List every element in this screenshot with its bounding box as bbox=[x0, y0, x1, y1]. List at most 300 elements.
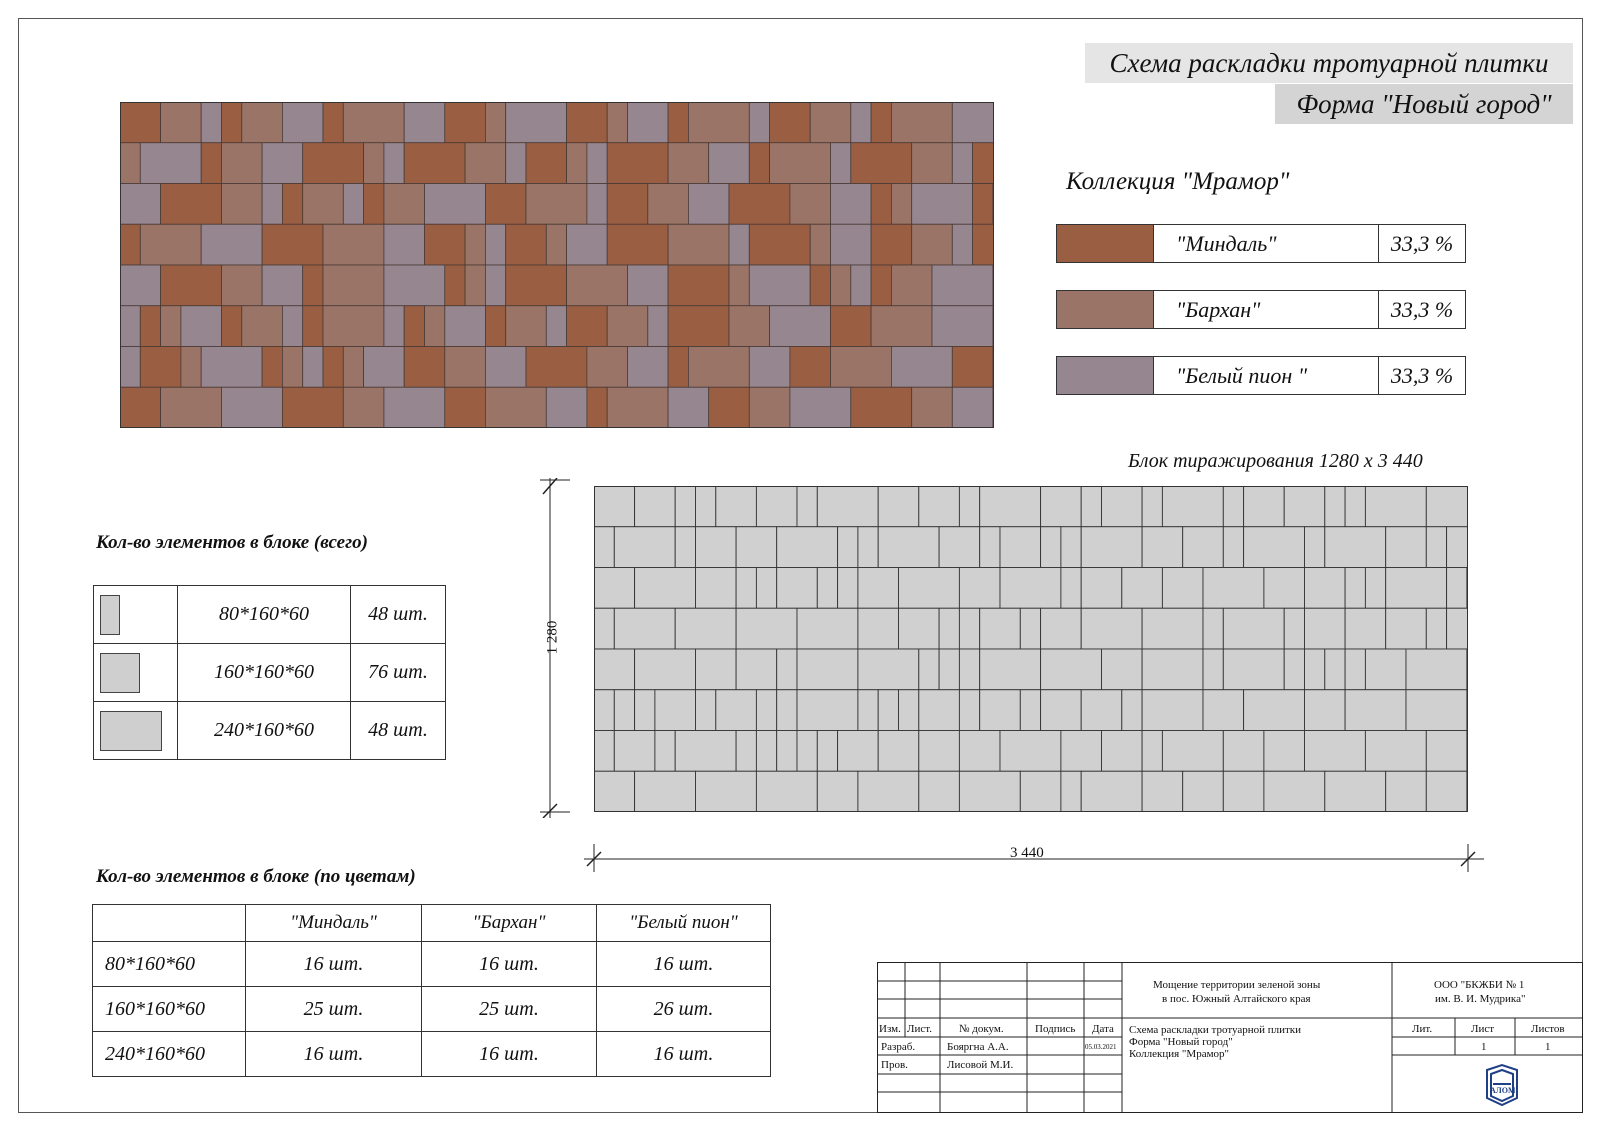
paving-tile bbox=[1162, 731, 1223, 772]
cell-value: 16 шт. bbox=[246, 1032, 422, 1077]
paving-tile bbox=[120, 306, 140, 347]
paving-tile bbox=[1061, 731, 1102, 772]
paving-tile bbox=[952, 387, 993, 428]
paving-tile bbox=[201, 347, 262, 388]
paving-tile bbox=[749, 347, 790, 388]
paving-tile bbox=[120, 143, 140, 184]
paving-tile bbox=[648, 184, 689, 225]
paving-tile bbox=[1284, 486, 1325, 527]
paving-tile bbox=[810, 265, 830, 306]
paving-tile bbox=[384, 143, 404, 184]
cell-value: 16 шт. bbox=[422, 1032, 597, 1077]
paving-tile bbox=[465, 143, 506, 184]
paving-tile bbox=[1061, 527, 1081, 568]
cell-value: 16 шт. bbox=[597, 1032, 771, 1077]
paving-tile bbox=[364, 184, 384, 225]
paving-tile bbox=[594, 690, 614, 731]
paving-tile bbox=[181, 347, 201, 388]
paving-tile bbox=[425, 224, 466, 265]
legend-row-belyj-pion bbox=[1056, 356, 1466, 395]
paving-tile bbox=[303, 143, 364, 184]
role-check: Пров. bbox=[881, 1059, 908, 1071]
paving-tile bbox=[1183, 527, 1224, 568]
paving-tile bbox=[1183, 771, 1224, 812]
paving-tile bbox=[594, 649, 635, 690]
paving-tile bbox=[1386, 771, 1427, 812]
paving-tile bbox=[1000, 731, 1061, 772]
paving-tile bbox=[939, 608, 959, 649]
paving-tile bbox=[1447, 608, 1468, 649]
paving-tile bbox=[1223, 608, 1284, 649]
desc-line2: Форма "Новый город" bbox=[1129, 1036, 1233, 1048]
paving-tile bbox=[790, 184, 831, 225]
paving-tile bbox=[242, 306, 283, 347]
paving-tile bbox=[364, 143, 384, 184]
paving-tile bbox=[1041, 608, 1082, 649]
paving-tile bbox=[973, 143, 994, 184]
paving-tile bbox=[120, 387, 161, 428]
paving-tile bbox=[696, 690, 716, 731]
paving-tile bbox=[445, 306, 486, 347]
paving-tile bbox=[635, 771, 696, 812]
paving-tile bbox=[959, 690, 979, 731]
paving-tile bbox=[1020, 690, 1040, 731]
paving-tile bbox=[1061, 771, 1081, 812]
paving-tile bbox=[201, 143, 221, 184]
tile-icon-160 bbox=[94, 644, 178, 702]
paving-tile bbox=[594, 731, 614, 772]
paving-tile bbox=[1447, 527, 1468, 568]
paving-tile bbox=[1305, 731, 1366, 772]
sheet-label: Лист bbox=[1471, 1023, 1495, 1035]
paving-tile bbox=[1102, 486, 1143, 527]
paving-tile bbox=[323, 347, 343, 388]
paving-tile bbox=[932, 265, 993, 306]
paving-tile bbox=[635, 649, 696, 690]
cell-value: 26 шт. bbox=[597, 987, 771, 1032]
paving-tile bbox=[506, 102, 567, 143]
paving-tile bbox=[222, 184, 263, 225]
paving-tile bbox=[1365, 649, 1406, 690]
paving-tile bbox=[1305, 608, 1346, 649]
paving-tile bbox=[838, 731, 879, 772]
paving-tile bbox=[959, 649, 979, 690]
paving-tile bbox=[594, 771, 635, 812]
legend-row-mindal bbox=[1056, 224, 1466, 263]
paving-tile bbox=[1345, 608, 1386, 649]
paving-tile bbox=[161, 265, 222, 306]
paving-tile bbox=[1122, 568, 1163, 609]
paving-tile bbox=[1365, 568, 1385, 609]
paving-tile bbox=[1081, 527, 1142, 568]
paving-tile bbox=[282, 387, 343, 428]
paving-tile bbox=[952, 224, 972, 265]
table-row bbox=[93, 942, 771, 987]
paving-tile bbox=[567, 224, 608, 265]
paving-tile bbox=[1041, 649, 1102, 690]
paving-tile bbox=[1203, 690, 1244, 731]
paving-tile bbox=[899, 608, 940, 649]
sheet-number: 1 bbox=[1481, 1041, 1487, 1053]
paving-tile bbox=[587, 387, 607, 428]
table-row bbox=[93, 987, 771, 1032]
cell-value: 25 шт. bbox=[422, 987, 597, 1032]
paving-tile bbox=[1041, 486, 1082, 527]
paving-tile bbox=[749, 143, 769, 184]
cell-value: 16 шт. bbox=[246, 942, 422, 987]
paving-tile bbox=[262, 143, 303, 184]
paving-tile bbox=[831, 143, 851, 184]
paving-tile bbox=[1426, 527, 1446, 568]
paving-tile bbox=[777, 527, 838, 568]
paving-tile bbox=[871, 184, 891, 225]
paving-pattern-gray bbox=[594, 486, 1468, 812]
paving-tile bbox=[445, 265, 465, 306]
paving-tile bbox=[506, 224, 547, 265]
paving-tile bbox=[1447, 568, 1467, 609]
paving-tile bbox=[485, 347, 526, 388]
paving-tile bbox=[1305, 649, 1325, 690]
table-header-row bbox=[93, 905, 771, 942]
paving-tile bbox=[384, 306, 404, 347]
paving-tile bbox=[506, 265, 567, 306]
paving-tile bbox=[594, 527, 614, 568]
paving-tile bbox=[404, 143, 465, 184]
company-line1: ООО "БКЖБИ № 1 bbox=[1434, 979, 1525, 991]
paving-tile bbox=[222, 143, 263, 184]
height-dimension-label: 1 280 bbox=[544, 620, 561, 655]
tile-count: 48 шт. bbox=[351, 586, 446, 644]
paving-tile bbox=[980, 608, 1021, 649]
paving-tile bbox=[425, 184, 486, 225]
title-block-stamp bbox=[877, 962, 1583, 1113]
paving-tile bbox=[222, 387, 283, 428]
paving-tile bbox=[384, 265, 445, 306]
paving-tile bbox=[282, 306, 302, 347]
paving-tile bbox=[628, 102, 669, 143]
paving-pattern-svg bbox=[120, 102, 994, 428]
width-dimension-label: 3 440 bbox=[1010, 845, 1044, 861]
paving-tile bbox=[980, 649, 1041, 690]
tile-count: 48 шт. bbox=[351, 702, 446, 760]
paving-tile bbox=[242, 102, 283, 143]
dev-name: Бояргна А.А. bbox=[947, 1041, 1009, 1053]
paving-tile bbox=[506, 143, 526, 184]
table-row bbox=[94, 586, 446, 644]
paving-tile bbox=[1345, 568, 1365, 609]
paving-tile bbox=[425, 306, 445, 347]
paving-tile bbox=[567, 102, 608, 143]
cell-value: 16 шт. bbox=[422, 942, 597, 987]
tile-icon-80 bbox=[94, 586, 178, 644]
paving-tile bbox=[1041, 690, 1082, 731]
paving-tile bbox=[919, 649, 939, 690]
paving-tile bbox=[1142, 649, 1203, 690]
paving-tile bbox=[161, 387, 222, 428]
paving-tile bbox=[1325, 527, 1386, 568]
paving-tile bbox=[1386, 568, 1447, 609]
paving-tile bbox=[1142, 690, 1203, 731]
paving-tile bbox=[912, 224, 953, 265]
paving-tile bbox=[668, 224, 729, 265]
paving-tile bbox=[749, 102, 769, 143]
desc-line1: Схема раскладки тротуарной плитки bbox=[1129, 1024, 1302, 1036]
paving-tile bbox=[1203, 649, 1223, 690]
paving-tile bbox=[756, 690, 776, 731]
paving-tile bbox=[878, 731, 919, 772]
paving-tile bbox=[749, 387, 790, 428]
tile-icon-240 bbox=[94, 702, 178, 760]
paving-tile bbox=[1223, 527, 1243, 568]
sheets-number: 1 bbox=[1545, 1041, 1551, 1053]
paving-tile bbox=[858, 690, 878, 731]
paving-tile bbox=[716, 486, 757, 527]
paving-tile bbox=[919, 771, 960, 812]
row-size: 240*160*60 bbox=[93, 1032, 246, 1077]
paving-tile bbox=[817, 731, 837, 772]
paving-tile bbox=[939, 527, 980, 568]
paving-tile bbox=[1020, 608, 1040, 649]
paving-tile bbox=[1223, 486, 1243, 527]
project-line1: Мощение территории зеленой зоны bbox=[1153, 979, 1321, 991]
paving-tile bbox=[343, 184, 363, 225]
paving-tile bbox=[404, 347, 445, 388]
paving-tile bbox=[546, 387, 587, 428]
paving-tile bbox=[607, 306, 648, 347]
paving-tile bbox=[932, 306, 993, 347]
paving-tile bbox=[1386, 527, 1427, 568]
legend-name: "Бархан" bbox=[1153, 291, 1378, 328]
paving-tile bbox=[526, 347, 587, 388]
paving-tile bbox=[1081, 568, 1122, 609]
paving-tile bbox=[607, 184, 648, 225]
paving-tile bbox=[878, 527, 939, 568]
paving-tile bbox=[952, 102, 994, 143]
paving-tile bbox=[688, 347, 749, 388]
paving-tile bbox=[912, 143, 953, 184]
paving-tile bbox=[716, 690, 757, 731]
paving-tile bbox=[1325, 649, 1345, 690]
paving-tile bbox=[567, 265, 628, 306]
paving-tile bbox=[899, 690, 919, 731]
header-belyj-pion: "Белый пион" bbox=[597, 905, 771, 942]
paving-tile bbox=[1305, 527, 1325, 568]
paving-tile bbox=[810, 224, 830, 265]
paving-tile bbox=[797, 649, 858, 690]
paving-tile bbox=[973, 224, 994, 265]
paving-tile bbox=[777, 649, 797, 690]
color-swatch-belyj-pion bbox=[1057, 357, 1153, 394]
paving-tile bbox=[303, 265, 323, 306]
paving-tile bbox=[628, 265, 669, 306]
paving-tile bbox=[628, 347, 669, 388]
paving-tile bbox=[668, 265, 729, 306]
paving-tile bbox=[282, 347, 302, 388]
paving-tile bbox=[696, 527, 737, 568]
lit-label: Лит. bbox=[1412, 1023, 1433, 1035]
paving-tile bbox=[736, 527, 777, 568]
paving-tile bbox=[1142, 731, 1162, 772]
paving-tile bbox=[1284, 608, 1304, 649]
drawing-subtitle: Форма "Новый город" bbox=[1275, 84, 1573, 124]
paving-tile bbox=[323, 224, 384, 265]
paving-tile bbox=[729, 224, 749, 265]
by-color-title: Кол-во элементов в блоке (по цветам) bbox=[96, 866, 416, 887]
paving-tile bbox=[1162, 568, 1203, 609]
paving-tile bbox=[770, 102, 811, 143]
paving-tile bbox=[343, 102, 404, 143]
paving-tile bbox=[1223, 649, 1284, 690]
paving-tile bbox=[952, 347, 993, 388]
paving-tile bbox=[919, 690, 960, 731]
tile-size: 160*160*60 bbox=[178, 644, 351, 702]
paving-tile bbox=[1365, 486, 1426, 527]
col-izm: Изм. bbox=[879, 1023, 901, 1035]
paving-tile bbox=[696, 486, 716, 527]
legend-percent: 33,3 % bbox=[1378, 291, 1465, 328]
row-size: 160*160*60 bbox=[93, 987, 246, 1032]
paving-tile bbox=[506, 306, 547, 347]
paving-tile bbox=[756, 731, 776, 772]
paving-tile bbox=[1081, 771, 1142, 812]
paving-tile bbox=[262, 347, 282, 388]
paving-tile bbox=[607, 224, 668, 265]
paving-tile bbox=[891, 102, 952, 143]
paving-tile bbox=[1081, 486, 1101, 527]
paving-tile bbox=[404, 102, 445, 143]
paving-tile bbox=[364, 347, 405, 388]
paving-tile bbox=[262, 184, 282, 225]
paving-tile bbox=[851, 387, 912, 428]
paving-tile bbox=[973, 184, 993, 225]
col-date: Дата bbox=[1092, 1023, 1114, 1035]
paving-tile bbox=[756, 771, 817, 812]
paving-tile bbox=[445, 102, 486, 143]
paving-tile bbox=[161, 102, 202, 143]
paving-tile bbox=[851, 143, 912, 184]
paving-tile bbox=[1081, 690, 1122, 731]
legend-name: "Миндаль" bbox=[1153, 225, 1378, 262]
color-swatch-mindal bbox=[1057, 225, 1153, 262]
paving-tile bbox=[736, 649, 777, 690]
paving-tile bbox=[912, 184, 973, 225]
paving-tile bbox=[1000, 527, 1041, 568]
paving-tile bbox=[1223, 771, 1264, 812]
paving-tile bbox=[282, 184, 302, 225]
paving-tile bbox=[222, 102, 242, 143]
paving-tile bbox=[120, 265, 161, 306]
paving-tile bbox=[797, 486, 817, 527]
paving-tile bbox=[303, 184, 344, 225]
totals-title: Кол-во элементов в блоке (всего) bbox=[96, 532, 368, 553]
paving-tile bbox=[526, 143, 567, 184]
sheets-label: Листов bbox=[1531, 1023, 1565, 1035]
paving-tile bbox=[1264, 568, 1305, 609]
paving-tile bbox=[777, 568, 818, 609]
paving-tile bbox=[688, 102, 749, 143]
paving-tile bbox=[465, 224, 485, 265]
dev-date: 05.03.2021 bbox=[1085, 1043, 1117, 1051]
logo-text: АЛОМ bbox=[1490, 1086, 1516, 1095]
paving-tile bbox=[614, 690, 634, 731]
paving-tile bbox=[1142, 527, 1183, 568]
paving-tile bbox=[1426, 731, 1467, 772]
paving-pattern-color bbox=[120, 102, 994, 428]
paving-tile bbox=[201, 102, 221, 143]
paving-tile bbox=[140, 224, 201, 265]
paving-tile bbox=[323, 306, 384, 347]
paving-tile bbox=[343, 347, 363, 388]
legend-percent: 33,3 % bbox=[1378, 225, 1465, 262]
paving-tile bbox=[729, 306, 770, 347]
paving-tile bbox=[607, 143, 668, 184]
paving-tile bbox=[607, 102, 627, 143]
paving-tile bbox=[688, 184, 729, 225]
paving-tile bbox=[262, 265, 303, 306]
paving-tile bbox=[1102, 731, 1143, 772]
paving-tile bbox=[790, 347, 831, 388]
paving-tile bbox=[587, 143, 607, 184]
paving-tile bbox=[1426, 608, 1446, 649]
paving-tile bbox=[1406, 649, 1467, 690]
paving-tile bbox=[1102, 649, 1143, 690]
paving-tile bbox=[635, 690, 655, 731]
paving-tile bbox=[1162, 486, 1223, 527]
paving-tile bbox=[831, 347, 892, 388]
paving-tile bbox=[1203, 608, 1223, 649]
cell-value: 25 шт. bbox=[246, 987, 422, 1032]
paving-tile bbox=[797, 731, 817, 772]
paving-tile bbox=[878, 690, 898, 731]
paving-tile bbox=[770, 306, 831, 347]
paving-tile bbox=[594, 486, 635, 527]
paving-tile bbox=[222, 306, 242, 347]
paving-tile bbox=[777, 690, 797, 731]
paving-tile bbox=[1061, 568, 1081, 609]
paving-tile bbox=[635, 568, 696, 609]
role-dev: Разраб. bbox=[881, 1041, 916, 1053]
paving-tile bbox=[696, 568, 737, 609]
paving-tile bbox=[587, 347, 628, 388]
paving-tile bbox=[891, 184, 911, 225]
paving-tile bbox=[445, 347, 486, 388]
collection-title: Коллекция "Мрамор" bbox=[1066, 168, 1290, 195]
paving-tile bbox=[120, 102, 161, 143]
paving-tile bbox=[140, 347, 181, 388]
paving-tile bbox=[878, 486, 919, 527]
paving-tile bbox=[140, 143, 201, 184]
paving-tile bbox=[817, 568, 837, 609]
paving-tile bbox=[770, 143, 831, 184]
paving-tile bbox=[736, 731, 756, 772]
block-caption: Блок тиражирования 1280 х 3 440 bbox=[1128, 450, 1423, 472]
paving-tile bbox=[1406, 690, 1467, 731]
paving-tile bbox=[777, 731, 797, 772]
paving-tile bbox=[871, 265, 891, 306]
paving-tile bbox=[817, 771, 858, 812]
paving-tile bbox=[485, 306, 505, 347]
table-row bbox=[94, 702, 446, 760]
paving-tile bbox=[980, 527, 1000, 568]
paving-tile bbox=[587, 184, 607, 225]
paving-tile bbox=[1223, 731, 1264, 772]
paving-tile bbox=[675, 731, 736, 772]
paving-tile bbox=[756, 486, 797, 527]
paving-tile bbox=[696, 771, 757, 812]
paving-tile bbox=[899, 568, 960, 609]
paving-tile bbox=[668, 102, 688, 143]
paving-tile bbox=[858, 527, 878, 568]
